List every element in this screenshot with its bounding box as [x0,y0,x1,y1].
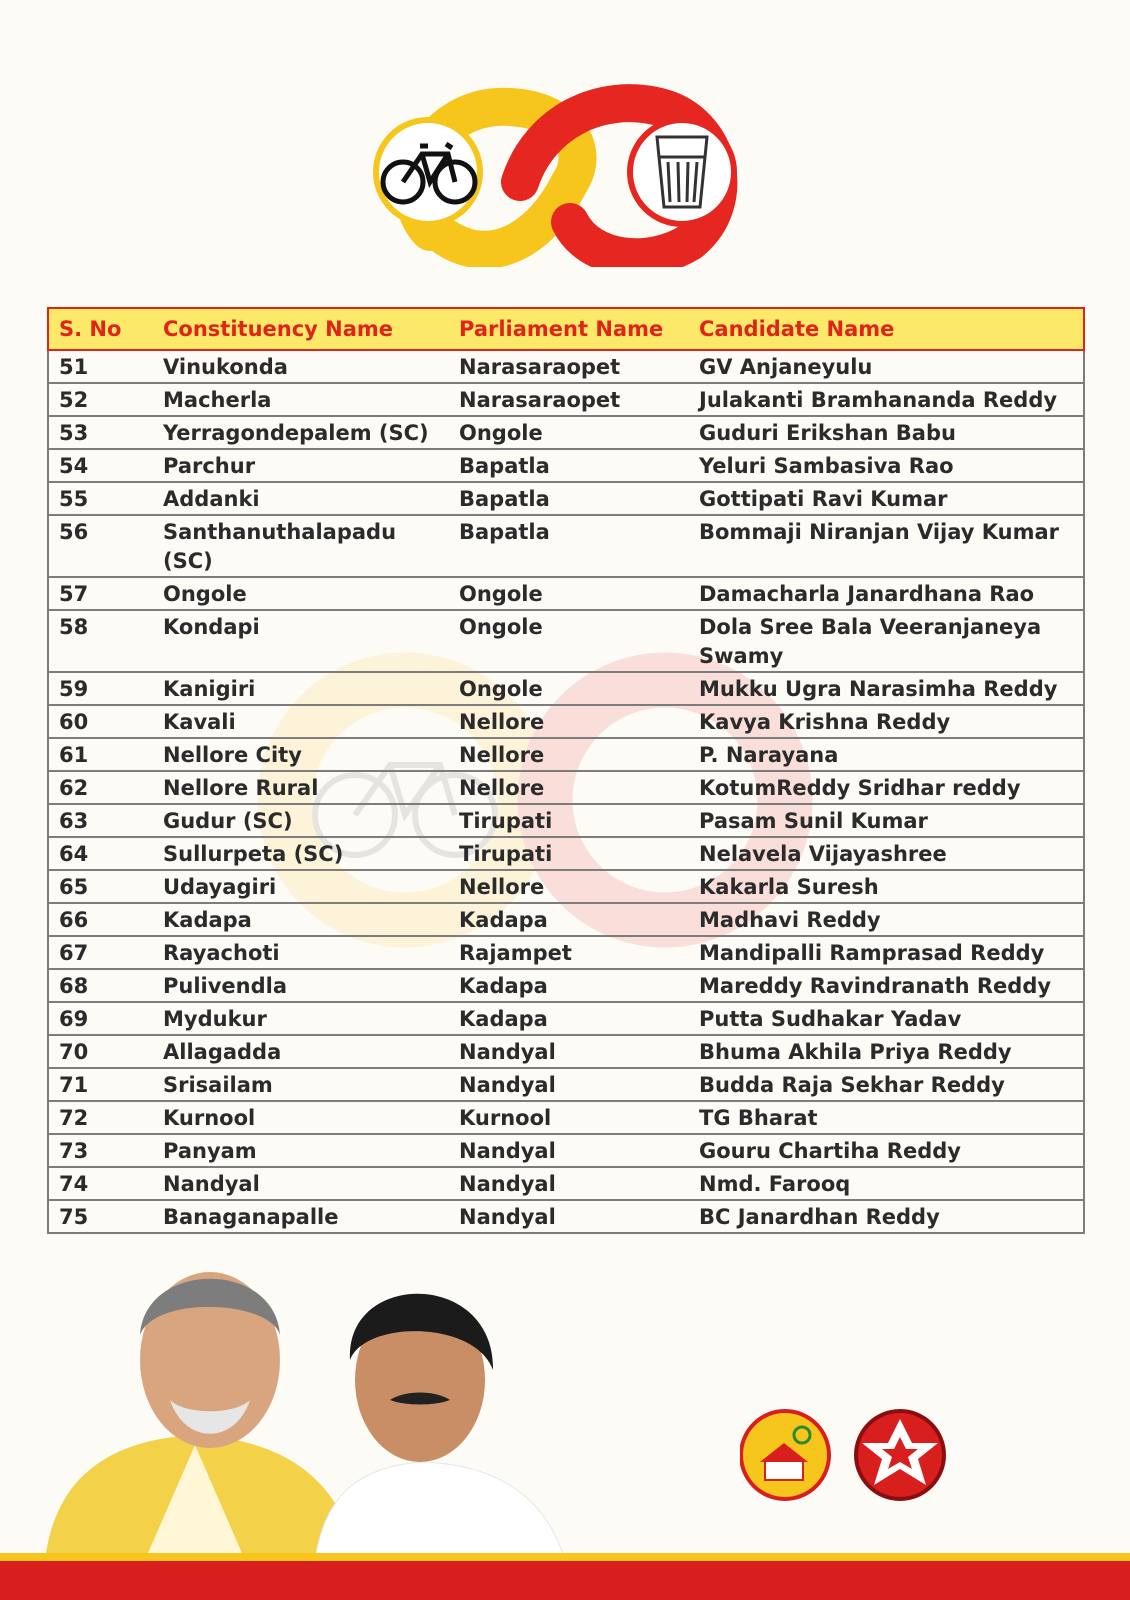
cell-constituency: Kavali [153,705,449,738]
cell-constituency: Mydukur [153,1002,449,1035]
cell-candidate: Madhavi Reddy [689,903,1084,936]
cell-parliament: Kadapa [449,903,689,936]
cell-sno: 68 [48,969,153,1002]
party-logos [740,1405,950,1505]
footer-stripe-red [0,1561,1130,1600]
cell-constituency: Yerragondepalem (SC) [153,416,449,449]
cell-constituency: Rayachoti [153,936,449,969]
cell-parliament: Nellore [449,771,689,804]
cell-sno: 75 [48,1200,153,1233]
cell-candidate: Mandipalli Ramprasad Reddy [689,936,1084,969]
cell-constituency: Nellore Rural [153,771,449,804]
janasena-logo [856,1411,944,1499]
cell-sno: 66 [48,903,153,936]
cell-sno: 73 [48,1134,153,1167]
table-row [48,969,1084,1002]
table-row [48,804,1084,837]
cell-parliament: Narasaraopet [449,383,689,416]
cell-candidate: Kakarla Suresh [689,870,1084,903]
cell-sno: 54 [48,449,153,482]
cell-candidate: Julakanti Bramhananda Reddy [689,383,1084,416]
cell-candidate: Nmd. Farooq [689,1167,1084,1200]
leaders-photo [45,1240,605,1560]
table-row [48,416,1084,449]
table-row [48,383,1084,416]
cell-parliament: Bapatla [449,515,689,577]
cell-candidate: Budda Raja Sekhar Reddy [689,1068,1084,1101]
table-row [48,771,1084,804]
cell-sno: 59 [48,672,153,705]
cell-sno: 63 [48,804,153,837]
cell-sno: 51 [48,350,153,383]
cell-parliament: Kadapa [449,969,689,1002]
cell-candidate: GV Anjaneyulu [689,350,1084,383]
table-row [48,1167,1084,1200]
table-row [48,837,1084,870]
table-header-row [48,308,1084,350]
cell-parliament: Ongole [449,610,689,672]
leader-photo-left [45,1272,355,1560]
cell-sno: 56 [48,515,153,577]
cell-parliament: Tirupati [449,804,689,837]
cell-constituency: Pulivendla [153,969,449,1002]
table-row [48,1101,1084,1134]
cell-candidate: Bhuma Akhila Priya Reddy [689,1035,1084,1068]
table-row [48,705,1084,738]
cell-candidate: Bommaji Niranjan Vijay Kumar [689,515,1084,577]
cell-parliament: Tirupati [449,837,689,870]
cell-candidate: Mukku Ugra Narasimha Reddy [689,672,1084,705]
cell-sno: 71 [48,1068,153,1101]
cell-candidate: Guduri Erikshan Babu [689,416,1084,449]
alliance-logo [370,82,760,267]
table-row [48,903,1084,936]
cell-candidate: BC Janardhan Reddy [689,1200,1084,1233]
table-row [48,870,1084,903]
cell-constituency: Parchur [153,449,449,482]
cell-parliament: Bapatla [449,449,689,482]
cell-sno: 74 [48,1167,153,1200]
cell-parliament: Kurnool [449,1101,689,1134]
cell-constituency: Addanki [153,482,449,515]
table-row [48,1200,1084,1233]
cell-parliament: Nellore [449,870,689,903]
cell-parliament: Rajampet [449,936,689,969]
tdp-logo [741,1411,829,1499]
cell-parliament: Ongole [449,672,689,705]
cell-parliament: Bapatla [449,482,689,515]
leader-photo-right [315,1294,565,1560]
cell-candidate: Nelavela Vijayashree [689,837,1084,870]
cell-constituency: Srisailam [153,1068,449,1101]
table-row [48,672,1084,705]
cell-sno: 65 [48,870,153,903]
cell-sno: 53 [48,416,153,449]
cell-constituency: Panyam [153,1134,449,1167]
cell-constituency: Kanigiri [153,672,449,705]
cell-sno: 60 [48,705,153,738]
cell-constituency: Allagadda [153,1035,449,1068]
cell-sno: 58 [48,610,153,672]
cell-candidate: Gouru Chartiha Reddy [689,1134,1084,1167]
cell-candidate: Pasam Sunil Kumar [689,804,1084,837]
cell-constituency: Nandyal [153,1167,449,1200]
cell-constituency: Vinukonda [153,350,449,383]
table-row [48,482,1084,515]
table-row [48,1134,1084,1167]
table-row [48,1002,1084,1035]
cell-constituency: Sullurpeta (SC) [153,837,449,870]
table-row [48,738,1084,771]
table-row [48,350,1084,383]
cell-parliament: Ongole [449,577,689,610]
table-row [48,1068,1084,1101]
cell-parliament: Ongole [449,416,689,449]
cell-candidate: Kavya Krishna Reddy [689,705,1084,738]
header-constituency: Constituency Name [153,308,449,350]
cell-sno: 70 [48,1035,153,1068]
cell-candidate: Damacharla Janardhana Rao [689,577,1084,610]
cell-constituency: Kondapi [153,610,449,672]
table-row [48,936,1084,969]
cell-sno: 61 [48,738,153,771]
cell-candidate: Yeluri Sambasiva Rao [689,449,1084,482]
table-row [48,449,1084,482]
cell-candidate: Mareddy Ravindranath Reddy [689,969,1084,1002]
cell-candidate: P. Narayana [689,738,1084,771]
cell-parliament: Narasaraopet [449,350,689,383]
cell-sno: 64 [48,837,153,870]
header-sno: S. No [48,308,153,350]
footer-stripe-yellow [0,1553,1130,1561]
cell-constituency: Nellore City [153,738,449,771]
cell-sno: 67 [48,936,153,969]
cell-parliament: Nandyal [449,1134,689,1167]
cell-constituency: Santhanuthalapadu (SC) [153,515,449,577]
cell-sno: 62 [48,771,153,804]
cell-constituency: Udayagiri [153,870,449,903]
cell-candidate: Gottipati Ravi Kumar [689,482,1084,515]
header-parliament: Parliament Name [449,308,689,350]
cell-parliament: Nandyal [449,1200,689,1233]
cell-sno: 52 [48,383,153,416]
cell-sno: 69 [48,1002,153,1035]
cell-sno: 72 [48,1101,153,1134]
cell-parliament: Nandyal [449,1167,689,1200]
table-row [48,515,1084,577]
cell-candidate: TG Bharat [689,1101,1084,1134]
cell-parliament: Nandyal [449,1068,689,1101]
cell-candidate: Dola Sree Bala Veeranjaneya Swamy [689,610,1084,672]
cell-constituency: Banaganapalle [153,1200,449,1233]
cell-constituency: Gudur (SC) [153,804,449,837]
cell-parliament: Kadapa [449,1002,689,1035]
table-row [48,577,1084,610]
candidate-table [47,307,1085,1234]
cell-constituency: Macherla [153,383,449,416]
cell-constituency: Kurnool [153,1101,449,1134]
cell-candidate: Putta Sudhakar Yadav [689,1002,1084,1035]
header-candidate: Candidate Name [689,308,1084,350]
cell-parliament: Nandyal [449,1035,689,1068]
table-row [48,610,1084,672]
cell-sno: 57 [48,577,153,610]
cell-constituency: Kadapa [153,903,449,936]
cell-constituency: Ongole [153,577,449,610]
cell-candidate: KotumReddy Sridhar reddy [689,771,1084,804]
cell-parliament: Nellore [449,738,689,771]
cell-sno: 55 [48,482,153,515]
table-row [48,1035,1084,1068]
cell-parliament: Nellore [449,705,689,738]
